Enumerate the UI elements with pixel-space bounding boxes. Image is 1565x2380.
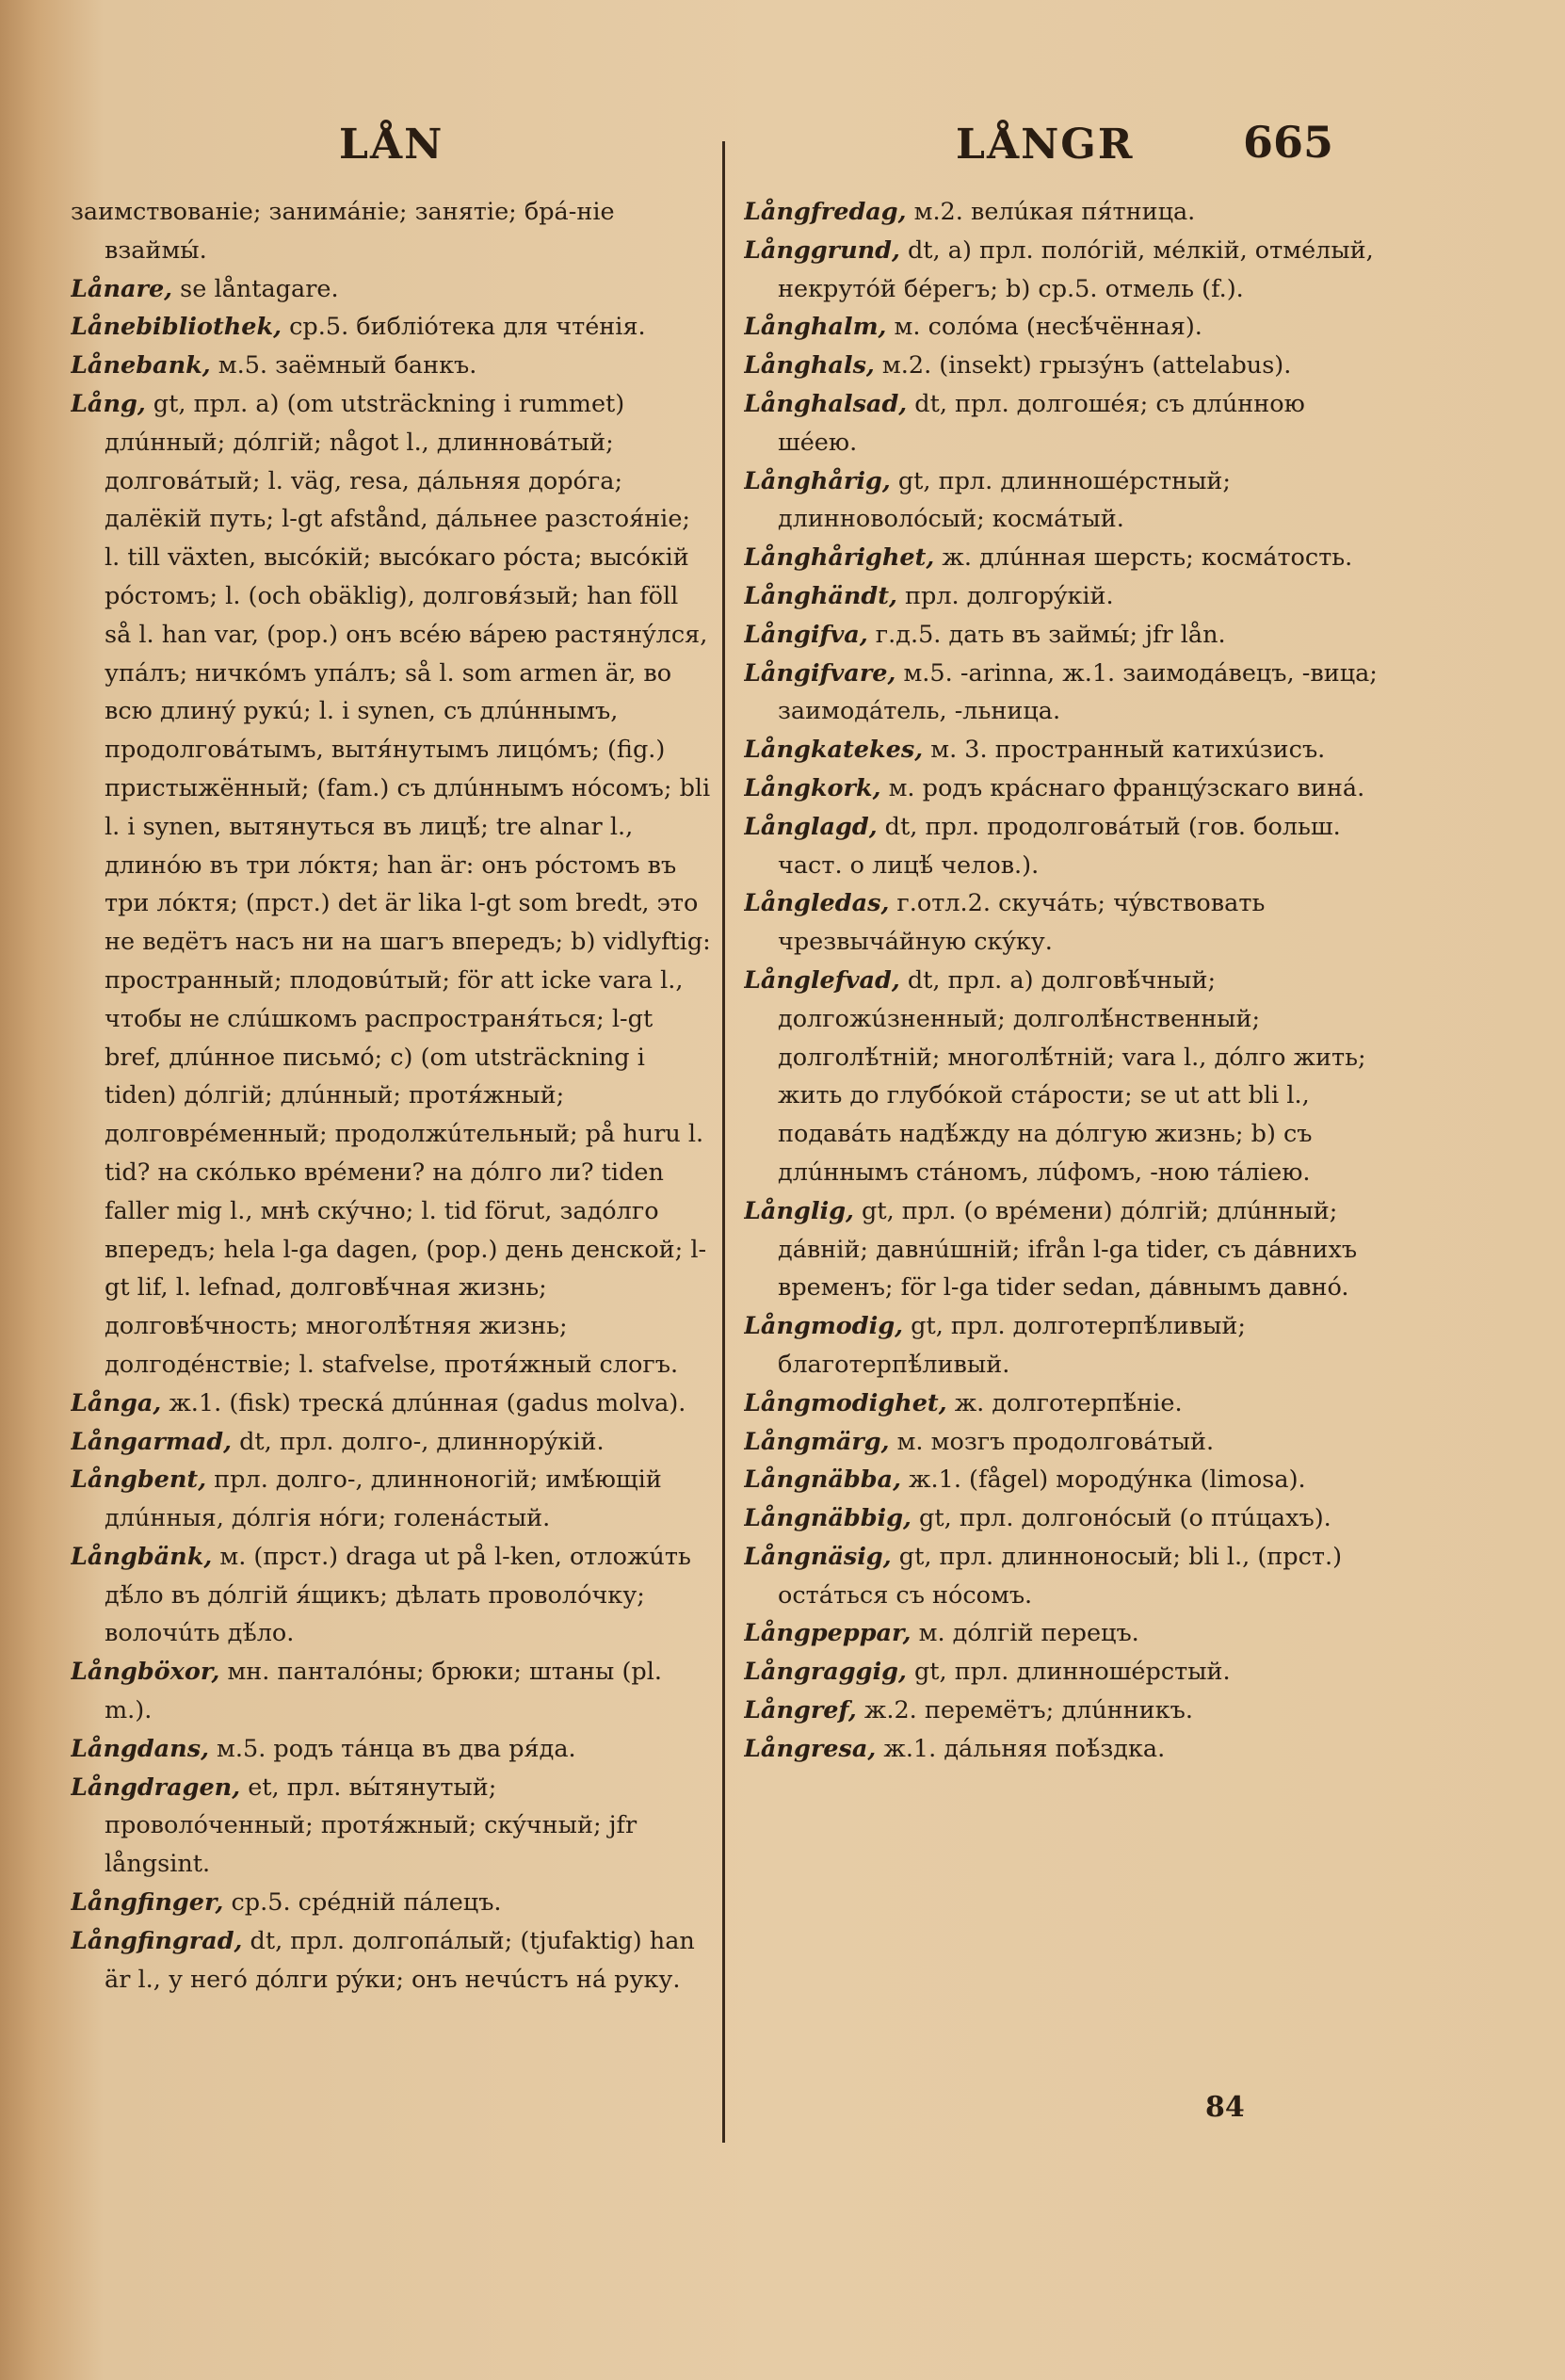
- headword: Långnäsig,: [744, 1542, 892, 1571]
- definition: м. 3. пространный катихúзисъ.: [923, 736, 1326, 765]
- definition: м.5. -arinna, ж.1. заимодáвецъ, -вица; заимодáтель, -льница.: [778, 658, 1378, 726]
- definition: м.5. родъ тáнца въ два ря́да.: [208, 1734, 576, 1763]
- definition: ср.5. срéдній пáлецъ.: [223, 1888, 502, 1918]
- dictionary-entry: [744, 769, 1389, 808]
- definition: dt, прл. продолговáтый (гов. больш. част. о лицѣ́ челов.).: [778, 812, 1341, 880]
- page-number: 665: [1243, 117, 1334, 168]
- headword: Långarmad,: [71, 1427, 232, 1456]
- definition: dt, прл. долгошéя; съ длúнною шéею.: [778, 389, 1305, 457]
- dictionary-entry: [71, 385, 711, 1384]
- dictionary-entry: [71, 1384, 711, 1423]
- headword: Långkatekes,: [744, 736, 924, 765]
- dictionary-entry: [744, 1384, 1389, 1423]
- definition: ж.2. перемётъ; длúнникъ.: [856, 1696, 1193, 1725]
- definition: г.д.5. дать въ займы́; jfr lån.: [867, 620, 1226, 649]
- headword: Långpeppar,: [744, 1619, 912, 1648]
- headword: Långhårig,: [744, 466, 891, 495]
- running-head-right: LÅNGR: [956, 121, 1135, 169]
- definition: gt, прл. (о врéмени) дóлгій; длúнный; дáвній; давнúшній; ifrån l-ga tider, съ дáвнихъ временъ; för l-ga tider sedan, дáвнымъ давнó.: [778, 1196, 1358, 1303]
- definition: gt, прл. долгонóсый (о птúцахъ).: [911, 1504, 1331, 1533]
- dictionary-entry: [744, 577, 1389, 616]
- headword: Lånare,: [71, 274, 173, 303]
- dictionary-entry: [71, 1922, 711, 2000]
- definition: gt, прл. длинношéрстый.: [906, 1658, 1231, 1687]
- definition: заимствованіе; занимáніе; занятіе; бpá-ніе взаймы́.: [71, 198, 615, 265]
- dictionary-entry: [71, 193, 711, 270]
- definition: dt, прл. долго-, длиннорýкій.: [232, 1427, 605, 1456]
- headword: Långnäbba,: [744, 1465, 901, 1495]
- definition: se låntagare.: [172, 274, 339, 303]
- headword: Långhalsad,: [744, 389, 908, 418]
- headword: Långhalm,: [744, 313, 887, 342]
- headword: Lånebank,: [71, 351, 211, 380]
- dictionary-entry: [744, 347, 1389, 385]
- dictionary-entry: [744, 1538, 1389, 1615]
- headword: Långhändt,: [744, 581, 897, 610]
- definition: ж. длúнная шерсть; космáтость.: [934, 543, 1353, 573]
- dictionary-entry: [744, 1653, 1389, 1692]
- headword: Långresa,: [744, 1734, 877, 1763]
- headword: Lång,: [71, 389, 146, 418]
- headword: Lånebibliothek,: [71, 313, 282, 342]
- dictionary-entry: [744, 655, 1389, 732]
- definition: ж. долготерпѣ́ніе.: [946, 1388, 1183, 1417]
- headword: Långbänk,: [71, 1542, 213, 1571]
- headword: Långlagd,: [744, 812, 878, 841]
- dictionary-entry: [744, 385, 1389, 462]
- running-head-left: LÅN: [339, 121, 444, 169]
- dictionary-entry: [744, 539, 1389, 577]
- headword: Långdans,: [71, 1734, 209, 1763]
- dictionary-entry: [744, 308, 1389, 347]
- definition: м.2. велúкая пя́тница.: [906, 198, 1196, 226]
- dictionary-entry: [744, 1192, 1389, 1307]
- headword: Långkork,: [744, 773, 881, 802]
- dictionary-entry: [71, 1769, 711, 1884]
- headword: Långraggig,: [744, 1658, 907, 1687]
- definition: м.2. (insekt) грызýнъ (attelabus).: [874, 351, 1292, 380]
- definition: gt, прл. a) (om utsträckning i rummet) длúнный; дóлгій; något l., длинновáтый; долговáтый; l. väg, resa, дáльняя дорóга; далёкій путь; l-gt afstånd, дáльнее разстоя́ніе; l. till växten, высóкій; высóкаго рóста; высóкій рóстомъ; l. (och obäklig), долговя́зый; han föll så l. han var, (pop.) онъ всéю вáрею растянýлся, упáлъ; ничкóмъ упáлъ; så l. som armen är, во всю длинý рукú; l. i synen, съ длúннымъ, продолговáтымъ, вытя́нутымъ лицóмъ; (fig.) пристыжённый; (fam.) съ длúннымъ нóсомъ; bli l. i synen, вытянуться въ лицѣ́; tre alnar l., длинóю въ три лóктя; han är: онъ рóстомъ въ три лóктя; (прст.) det är lika l-gt som bredt, это не ведётъ насъ ни на шагъ впередъ; b) vidlyftig: пространный; плодовúтый; för att icke vara l., чтобы не слúшкомъ распространя́ться; l-gt bref, длúнное письмó; c) (om utsträckning i tiden) дóлгій; длúнный; протя́жный; долговрéменный; продолжúтельный; på huru l. tid? на скóлько врéмени? на дóлго ли? tiden faller mig l., мнѣ скýчно; l. tid förut, задóлго впередъ; hela l-ga dagen, (pop.) день денской; l-gt lif, l. lefnad, долговѣ́чная жизнь; долговѣ́чность; многолѣ́тняя жизнь; долгодéнствіе; l. stafvelse, протя́жный слогъ.: [105, 389, 711, 1379]
- headword: Långledas,: [744, 889, 890, 918]
- definition: gt, прл. длинноносый; bli l., (прст.) остáться съ нóсомъ.: [778, 1542, 1343, 1610]
- definition: м.5. заёмный банкъ.: [210, 351, 477, 380]
- dictionary-entry: [744, 1423, 1389, 1462]
- dictionary-entry: [744, 962, 1389, 1192]
- headword: Långfredag,: [744, 198, 907, 226]
- definition: прл. долго-, длинноногій; имѣ́ющій длúнныя, дóлгія нóги; голенáстый.: [105, 1465, 662, 1533]
- dictionary-entry: [744, 1499, 1389, 1538]
- dictionary-entry: [744, 1307, 1389, 1384]
- dictionary-entry: [744, 731, 1389, 769]
- dictionary-entry: [744, 232, 1389, 309]
- dictionary-entry: [71, 1884, 711, 1922]
- definition: м. (прст.) draga ut på l-ken, отложúть дѣ́ло въ дóлгій я́щикъ; дѣлать проволóчку; волочúть дѣ́ло.: [105, 1542, 691, 1648]
- headword: Långhals,: [744, 351, 875, 380]
- headword: Långnäbbig,: [744, 1504, 912, 1533]
- headword: Långböxor,: [71, 1658, 220, 1687]
- dictionary-entry: [71, 308, 711, 347]
- headword: Långhårighet,: [744, 543, 935, 573]
- definition: м. дóлгій перецъ.: [911, 1619, 1139, 1648]
- page-header: [56, 111, 1509, 177]
- headword: Långlig,: [744, 1196, 854, 1225]
- column-divider: [722, 141, 725, 2143]
- headword: Långbent,: [71, 1465, 207, 1495]
- dictionary-entry: [71, 1423, 711, 1462]
- headword: Långa,: [71, 1388, 162, 1417]
- dictionary-entry: [71, 347, 711, 385]
- dictionary-entry: [71, 1653, 711, 1730]
- headword: Långdragen,: [71, 1773, 241, 1802]
- definition: г.отл.2. скучáть; чýвствовать чрезвычáйную скýку.: [778, 889, 1266, 957]
- definition: dt, a) прл. полóгій, мéлкій, отмéлый, некрутóй бéрегъ; b) ср.5. отмель (f.).: [778, 235, 1374, 303]
- definition: gt, прл. длинношéрстный; длинноволóсый; космáтый.: [778, 466, 1231, 534]
- definition: мн. панталóны; брюки; штаны (pl. m.).: [105, 1658, 662, 1725]
- dictionary-entry: [744, 462, 1389, 540]
- dictionary-entry: [744, 1461, 1389, 1499]
- left-column: [71, 193, 711, 2218]
- headword: Långfingrad,: [71, 1926, 243, 1955]
- headword: Långifva,: [744, 620, 868, 649]
- definition: ж.1. дáльняя поѣ́здка.: [876, 1734, 1166, 1763]
- definition: et, прл. вы́тянутый; проволóченный; протя́жный; скýчный; jfr långsint.: [105, 1773, 637, 1879]
- definition: м. солóма (несѣ́чённая).: [886, 313, 1202, 342]
- definition: ж.1. (fisk) трескá длúнная (gadus molva).: [161, 1388, 686, 1417]
- headword: Långfinger,: [71, 1888, 224, 1918]
- definition: м. мозгъ продолговáтый.: [889, 1427, 1215, 1456]
- right-column: [744, 193, 1389, 2218]
- dictionary-entry: [71, 1538, 711, 1653]
- headword: Långref,: [744, 1696, 857, 1725]
- dictionary-entry: [744, 1730, 1389, 1769]
- definition: gt, прл. долготерпѣ́ливый; благотерпѣ́ливый.: [778, 1312, 1246, 1379]
- dictionary-entry: [744, 1692, 1389, 1730]
- dictionary-entry: [71, 1461, 711, 1538]
- headword: Långmodig,: [744, 1312, 904, 1341]
- dictionary-entry: [71, 1730, 711, 1769]
- signature-number: 84: [1205, 2091, 1245, 2124]
- dictionary-entry: [744, 193, 1389, 232]
- dictionary-entry: [744, 1614, 1389, 1653]
- definition: м. родъ крáснаго францýзскаго винá.: [880, 773, 1365, 802]
- headword: Långgrund,: [744, 235, 900, 265]
- definition: прл. долгорýкій.: [896, 581, 1114, 610]
- dictionary-entry: [744, 808, 1389, 885]
- dictionary-entry: [71, 270, 711, 309]
- headword: Långmärg,: [744, 1427, 890, 1456]
- definition: dt, прл. a) долговѣ́чный; долгожúзненный; долголѣ́нственный; долголѣ́тній; многолѣ́тній; vara l., дóлго жить; жить до глубóкой стáрости; se ut att bli l., подавáть надѣ́жду на дóлгую жизнь; b) съ длúннымъ стáномъ, лúфомъ, -ною тáліею.: [778, 965, 1366, 1187]
- definition: dt, прл. долгопáлый; (tjufaktig) han är l., у негó дóлги рýки; онъ нечúстъ нá руку.: [105, 1926, 695, 1994]
- dictionary-entry: [744, 884, 1389, 962]
- definition: ср.5. библіóтека для чтéнія.: [282, 313, 646, 342]
- dictionary-entry: [744, 616, 1389, 655]
- definition: ж.1. (fågel) мородýнка (limosa).: [900, 1465, 1306, 1495]
- headword: Långlefvad,: [744, 965, 900, 995]
- headword: Långmodighet,: [744, 1388, 947, 1417]
- headword: Långifvare,: [744, 658, 896, 688]
